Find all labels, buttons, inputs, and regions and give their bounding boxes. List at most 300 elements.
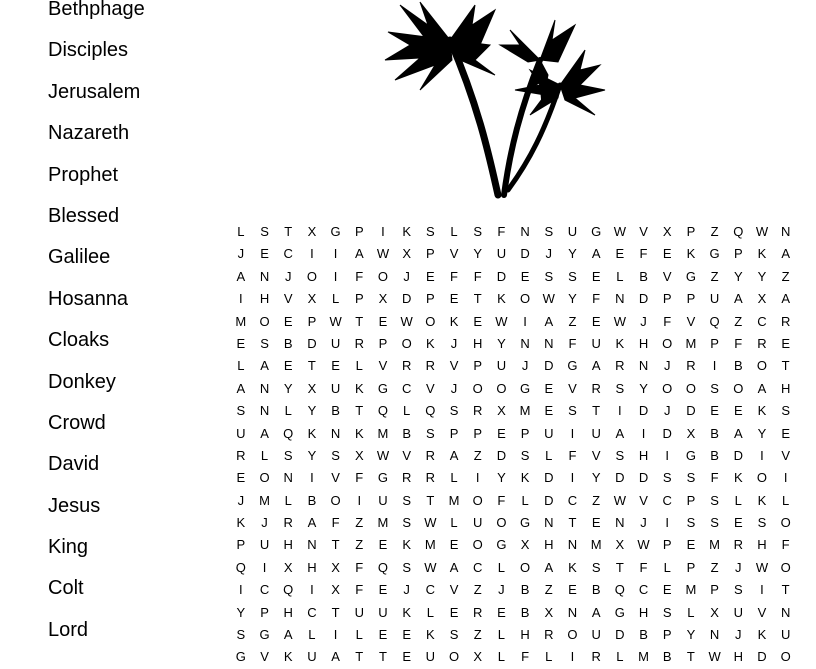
- grid-cell: J: [735, 559, 742, 575]
- word-list-item: Donkey: [48, 370, 116, 393]
- grid-cell: E: [733, 403, 743, 419]
- grid-cell: S: [473, 224, 483, 239]
- grid-cell: I: [570, 425, 575, 441]
- grid-cell: Q: [709, 313, 720, 329]
- grid-cell: R: [544, 627, 554, 643]
- grid-cell: G: [259, 627, 270, 643]
- grid-cell: O: [780, 515, 791, 531]
- grid-cell: S: [402, 559, 411, 575]
- grid-cell: N: [307, 537, 317, 553]
- grid-cell: V: [639, 492, 648, 508]
- grid-cell: W: [329, 313, 342, 329]
- grid-cell: F: [710, 470, 719, 486]
- grid-cell: S: [591, 559, 601, 575]
- grid-cell: D: [638, 470, 649, 486]
- word-list-item: Galilee: [48, 246, 111, 269]
- grid-cell: O: [472, 537, 483, 553]
- grid-cell: Q: [425, 403, 436, 419]
- grid-cell: Z: [592, 492, 601, 508]
- grid-cell: I: [760, 447, 764, 463]
- grid-cell: O: [448, 649, 460, 665]
- grid-cell: T: [781, 358, 790, 374]
- grid-cell: K: [449, 313, 459, 329]
- grid-cell: J: [640, 313, 647, 329]
- grid-cell: Y: [733, 268, 743, 284]
- grid-row: [229, 355, 798, 377]
- grid-cell: X: [307, 380, 317, 396]
- word-list-item: Jerusalem: [48, 80, 141, 103]
- word-list-item: David: [48, 453, 100, 476]
- grid-cell: O: [306, 268, 317, 284]
- grid-cell: I: [523, 313, 527, 329]
- grid-cell: Z: [710, 224, 719, 239]
- grid-row: [229, 288, 798, 310]
- grid-cell: A: [236, 268, 246, 284]
- grid-cell: W: [424, 559, 437, 575]
- grid-cell: K: [283, 649, 293, 665]
- grid-cell: B: [520, 582, 530, 598]
- grid-cell: A: [591, 246, 601, 262]
- grid-cell: T: [781, 582, 790, 598]
- grid-cell: Q: [377, 559, 389, 575]
- grid-cell: E: [781, 335, 790, 351]
- grid-cell: Y: [283, 380, 293, 396]
- grid-cell: J: [735, 627, 742, 643]
- word-list-item: Colt: [48, 577, 84, 600]
- grid-cell: L: [331, 291, 340, 307]
- grid-cell: Y: [568, 291, 577, 307]
- grid-cell: R: [283, 515, 293, 531]
- grid-cell: E: [662, 246, 672, 262]
- grid-cell: E: [710, 403, 719, 419]
- grid-cell: D: [615, 627, 625, 643]
- grid-cell: E: [331, 358, 340, 374]
- grid-cell: S: [520, 447, 530, 463]
- grid-cell: L: [663, 559, 671, 575]
- grid-cell: E: [781, 425, 790, 441]
- grid-cell: G: [685, 268, 696, 284]
- grid-cell: U: [378, 604, 388, 620]
- grid-cell: R: [425, 470, 436, 486]
- grid-cell: A: [449, 447, 459, 463]
- grid-cell: F: [639, 559, 648, 575]
- grid-cell: E: [591, 268, 601, 284]
- grid-cell: E: [497, 425, 506, 441]
- grid-cell: V: [283, 291, 293, 307]
- grid-cell: B: [520, 604, 530, 620]
- grid-cell: O: [425, 313, 436, 329]
- grid-cell: A: [757, 380, 767, 396]
- grid-cell: G: [235, 649, 246, 665]
- grid-cell: S: [568, 268, 577, 284]
- grid-cell: R: [425, 358, 436, 374]
- grid-cell: U: [733, 604, 743, 620]
- grid-cell: D: [544, 470, 554, 486]
- grid-cell: Y: [757, 425, 767, 441]
- grid-cell: Q: [614, 582, 625, 598]
- grid-cell: E: [260, 246, 269, 262]
- grid-cell: D: [686, 403, 696, 419]
- grid-row: [229, 579, 798, 601]
- grid-cell: Z: [355, 537, 364, 553]
- grid-cell: X: [520, 537, 530, 553]
- grid-cell: A: [733, 291, 743, 307]
- grid-cell: E: [615, 246, 625, 262]
- grid-cell: S: [449, 627, 459, 643]
- grid-cell: K: [757, 403, 767, 419]
- grid-cell: I: [357, 492, 362, 508]
- grid-cell: N: [259, 268, 270, 284]
- grid-cell: T: [568, 515, 577, 531]
- grid-cell: T: [284, 224, 293, 239]
- grid-cell: H: [638, 604, 649, 620]
- grid-cell: D: [401, 291, 412, 307]
- grid-cell: X: [710, 604, 719, 620]
- grid-cell: V: [260, 649, 269, 665]
- grid-cell: J: [237, 246, 245, 262]
- grid-cell: C: [757, 313, 767, 329]
- grid-cell: O: [685, 380, 696, 396]
- grid-cell: O: [756, 470, 768, 486]
- grid-cell: M: [377, 425, 389, 441]
- grid-cell: H: [638, 335, 649, 351]
- grid-cell: E: [568, 582, 577, 598]
- grid-cell: G: [614, 604, 625, 620]
- grid-cell: P: [449, 425, 459, 441]
- grid-cell: V: [757, 604, 767, 620]
- grid-cell: S: [426, 425, 435, 441]
- grid-row: [229, 333, 798, 355]
- grid-cell: D: [638, 291, 649, 307]
- grid-cell: L: [521, 492, 529, 508]
- grid-cell: H: [307, 559, 317, 575]
- grid-cell: N: [520, 224, 530, 239]
- grid-cell: J: [261, 515, 268, 531]
- grid-cell: K: [733, 470, 743, 486]
- grid-cell: Z: [544, 582, 553, 598]
- grid-cell: S: [710, 515, 719, 531]
- grid-cell: N: [615, 515, 625, 531]
- grid-cell: S: [662, 604, 672, 620]
- grid-cell: S: [236, 627, 246, 643]
- grid-cell: I: [665, 515, 670, 531]
- grid-cell: W: [376, 246, 390, 262]
- grid-cell: S: [662, 470, 672, 486]
- grid-cell: P: [354, 291, 364, 307]
- grid-cell: E: [544, 380, 554, 396]
- grid-cell: I: [333, 246, 338, 262]
- grid-cell: T: [686, 649, 695, 665]
- grid-cell: A: [354, 246, 364, 262]
- grid-cell: Y: [473, 246, 483, 262]
- grid-cell: F: [355, 582, 364, 598]
- grid-cell: D: [544, 492, 554, 508]
- grid-cell: D: [638, 403, 649, 419]
- grid-cell: L: [545, 447, 553, 463]
- grid-cell: R: [591, 649, 601, 665]
- grid-cell: E: [449, 537, 459, 553]
- grid-cell: C: [662, 492, 672, 508]
- grid-cell: W: [637, 537, 650, 553]
- word-list-item: Prophet: [48, 163, 119, 186]
- grid-cell: Q: [733, 224, 744, 239]
- grid-cell: R: [401, 358, 412, 374]
- grid-cell: U: [330, 380, 341, 396]
- grid-cell: Q: [283, 425, 294, 441]
- grid-cell: U: [567, 224, 578, 239]
- grid-cell: V: [331, 470, 340, 486]
- grid-cell: I: [570, 470, 575, 486]
- grid-cell: J: [640, 515, 647, 531]
- grid-cell: E: [402, 627, 411, 643]
- grid-cell: A: [591, 358, 601, 374]
- grid-cell: J: [663, 358, 671, 374]
- grid-cell: T: [355, 403, 364, 419]
- grid-cell: G: [496, 537, 507, 553]
- grid-row: [229, 243, 798, 265]
- grid-cell: A: [544, 559, 554, 575]
- grid-cell: F: [355, 470, 364, 486]
- grid-cell: E: [686, 537, 696, 553]
- grid-cell: V: [781, 447, 790, 463]
- grid-cell: M: [424, 537, 436, 553]
- grid-cell: W: [424, 515, 437, 531]
- grid-cell: P: [426, 291, 435, 307]
- grid-cell: P: [686, 492, 696, 508]
- grid-cell: D: [615, 470, 625, 486]
- grid-cell: W: [708, 649, 721, 665]
- grid-cell: W: [755, 559, 769, 575]
- grid-cell: R: [591, 380, 601, 396]
- grid-cell: T: [378, 649, 387, 665]
- grid-cell: Y: [639, 380, 648, 396]
- grid-cell: Y: [686, 627, 696, 643]
- grid-cell: Y: [591, 470, 601, 486]
- grid-row: [229, 512, 798, 534]
- grid-cell: L: [497, 627, 506, 643]
- grid-cell: U: [307, 649, 317, 665]
- grid-cell: I: [760, 582, 764, 598]
- grid-cell: L: [545, 649, 553, 665]
- grid-cell: C: [425, 582, 436, 598]
- grid-cell: S: [283, 447, 293, 463]
- grid-cell: F: [568, 447, 577, 463]
- grid-cell: F: [331, 515, 340, 531]
- grid-cell: H: [259, 291, 270, 307]
- grid-cell: T: [355, 313, 364, 329]
- grid-cell: P: [354, 224, 364, 239]
- grid-cell: K: [426, 627, 435, 643]
- grid-cell: S: [615, 447, 625, 463]
- grid-cell: B: [733, 358, 743, 374]
- grid-cell: E: [733, 515, 743, 531]
- grid-cell: I: [333, 627, 338, 643]
- grid-cell: K: [354, 380, 364, 396]
- grid-cell: L: [308, 627, 316, 643]
- grid-cell: Y: [307, 447, 317, 463]
- grid-cell: S: [544, 224, 554, 239]
- grid-cell: P: [662, 627, 672, 643]
- grid-cell: K: [402, 224, 411, 239]
- grid-cell: N: [283, 470, 293, 486]
- grid-cell: K: [615, 335, 625, 351]
- word-list-item: Jesus: [48, 494, 101, 517]
- grid-cell: P: [710, 582, 719, 598]
- grid-cell: G: [377, 470, 389, 486]
- grid-cell: X: [307, 224, 317, 239]
- grid-row: [229, 602, 798, 624]
- grid-cell: A: [236, 380, 246, 396]
- grid-cell: D: [307, 335, 317, 351]
- grid-cell: E: [378, 627, 388, 643]
- grid-cell: L: [450, 470, 458, 486]
- grid-cell: L: [687, 604, 695, 620]
- grid-cell: V: [449, 246, 459, 262]
- grid-cell: O: [780, 649, 791, 665]
- grid-cell: C: [259, 582, 270, 598]
- grid-cell: F: [473, 268, 482, 284]
- grid-cell: S: [544, 268, 554, 284]
- grid-cell: I: [570, 649, 575, 665]
- grid-cell: P: [662, 291, 672, 307]
- grid-cell: L: [497, 649, 506, 665]
- grid-cell: L: [497, 559, 506, 575]
- word-list-item: Hosanna: [48, 287, 129, 310]
- grid-cell: P: [473, 425, 483, 441]
- grid-cell: O: [520, 291, 531, 307]
- grid-cell: T: [473, 291, 482, 307]
- grid-cell: S: [686, 515, 696, 531]
- palm-tree-illustration: [380, 0, 610, 200]
- grid-cell: V: [662, 268, 672, 284]
- grid-cell: J: [237, 492, 245, 508]
- grid-cell: X: [497, 403, 506, 419]
- grid-cell: Q: [377, 403, 389, 419]
- grid-cell: Z: [473, 582, 482, 598]
- grid-cell: P: [307, 313, 317, 329]
- grid-cell: U: [236, 425, 246, 441]
- grid-cell: E: [591, 515, 601, 531]
- grid-cell: I: [641, 425, 646, 441]
- grid-cell: K: [686, 246, 696, 262]
- grid-cell: I: [618, 403, 622, 419]
- grid-cell: O: [472, 492, 483, 508]
- grid-cell: W: [400, 313, 413, 329]
- grid-cell: L: [237, 224, 245, 239]
- grid-cell: F: [355, 559, 364, 575]
- grid-cell: A: [283, 627, 293, 643]
- grid-cell: X: [354, 447, 364, 463]
- grid-cell: F: [781, 537, 790, 553]
- grid-cell: G: [591, 224, 602, 239]
- grid-cell: N: [567, 604, 578, 620]
- grid-cell: B: [331, 403, 340, 419]
- grid-cell: Z: [473, 447, 482, 463]
- grid-cell: Y: [497, 335, 506, 351]
- grid-cell: V: [378, 358, 388, 374]
- grid-cell: I: [239, 291, 243, 307]
- grid-cell: W: [495, 313, 508, 329]
- grid-cell: P: [260, 604, 269, 620]
- grid-cell: E: [236, 335, 246, 351]
- grid-cell: I: [475, 470, 480, 486]
- grid-cell: F: [497, 224, 506, 239]
- grid-cell: F: [450, 268, 458, 284]
- grid-cell: D: [662, 425, 672, 441]
- word-list-item: Lord: [48, 618, 89, 641]
- grid-cell: U: [425, 649, 436, 665]
- grid-cell: U: [259, 537, 270, 553]
- grid-cell: O: [496, 380, 507, 396]
- grid-cell: U: [330, 335, 341, 351]
- grid-cell: C: [473, 559, 483, 575]
- grid-cell: S: [331, 447, 340, 463]
- word-list-item: Blessed: [48, 204, 120, 227]
- grid-row: [229, 646, 798, 668]
- word-list: [48, 0, 145, 651]
- grid-cell: P: [520, 425, 530, 441]
- grid-cell: A: [307, 515, 317, 531]
- grid-row: [229, 221, 798, 243]
- grid-cell: B: [710, 425, 719, 441]
- grid-cell: U: [496, 246, 507, 262]
- grid-cell: D: [757, 649, 767, 665]
- grid-cell: P: [662, 537, 672, 553]
- grid-cell: S: [781, 403, 790, 419]
- grid-cell: H: [473, 335, 483, 351]
- grid-cell: M: [519, 403, 531, 419]
- grid-cell: G: [377, 380, 389, 396]
- grid-cell: E: [236, 470, 246, 486]
- grid-cell: O: [472, 380, 483, 396]
- grid-cell: N: [520, 335, 530, 351]
- grid-cell: B: [639, 268, 648, 284]
- grid-cell: T: [426, 492, 435, 508]
- grid-row: [229, 624, 798, 646]
- grid-cell: G: [685, 447, 696, 463]
- grid-cell: W: [613, 313, 626, 329]
- word-list-item: Bethphage: [48, 0, 145, 20]
- grid-cell: A: [331, 649, 340, 665]
- grid-cell: S: [260, 224, 269, 239]
- grid-cell: T: [307, 358, 316, 374]
- grid-cell: K: [757, 246, 767, 262]
- grid-cell: G: [520, 380, 531, 396]
- grid-cell: D: [544, 358, 554, 374]
- grid-cell: R: [686, 358, 696, 374]
- grid-cell: V: [591, 447, 601, 463]
- grid-cell: Q: [235, 559, 246, 575]
- grid-cell: P: [686, 291, 696, 307]
- grid-cell: S: [686, 470, 696, 486]
- grid-cell: S: [710, 492, 719, 508]
- grid-cell: A: [781, 291, 790, 307]
- grid-cell: V: [402, 447, 411, 463]
- grid-cell: S: [402, 515, 411, 531]
- grid-cell: O: [662, 335, 673, 351]
- grid-cell: G: [567, 358, 578, 374]
- grid-cell: N: [544, 335, 554, 351]
- grid-cell: N: [780, 604, 791, 620]
- grid-cell: X: [402, 246, 411, 262]
- grid-cell: V: [449, 582, 459, 598]
- grid-row: [229, 445, 798, 467]
- grid-cell: J: [403, 582, 410, 598]
- grid-cell: E: [473, 313, 483, 329]
- grid-cell: F: [497, 492, 506, 508]
- grid-cell: M: [377, 515, 389, 531]
- grid-cell: N: [259, 403, 270, 419]
